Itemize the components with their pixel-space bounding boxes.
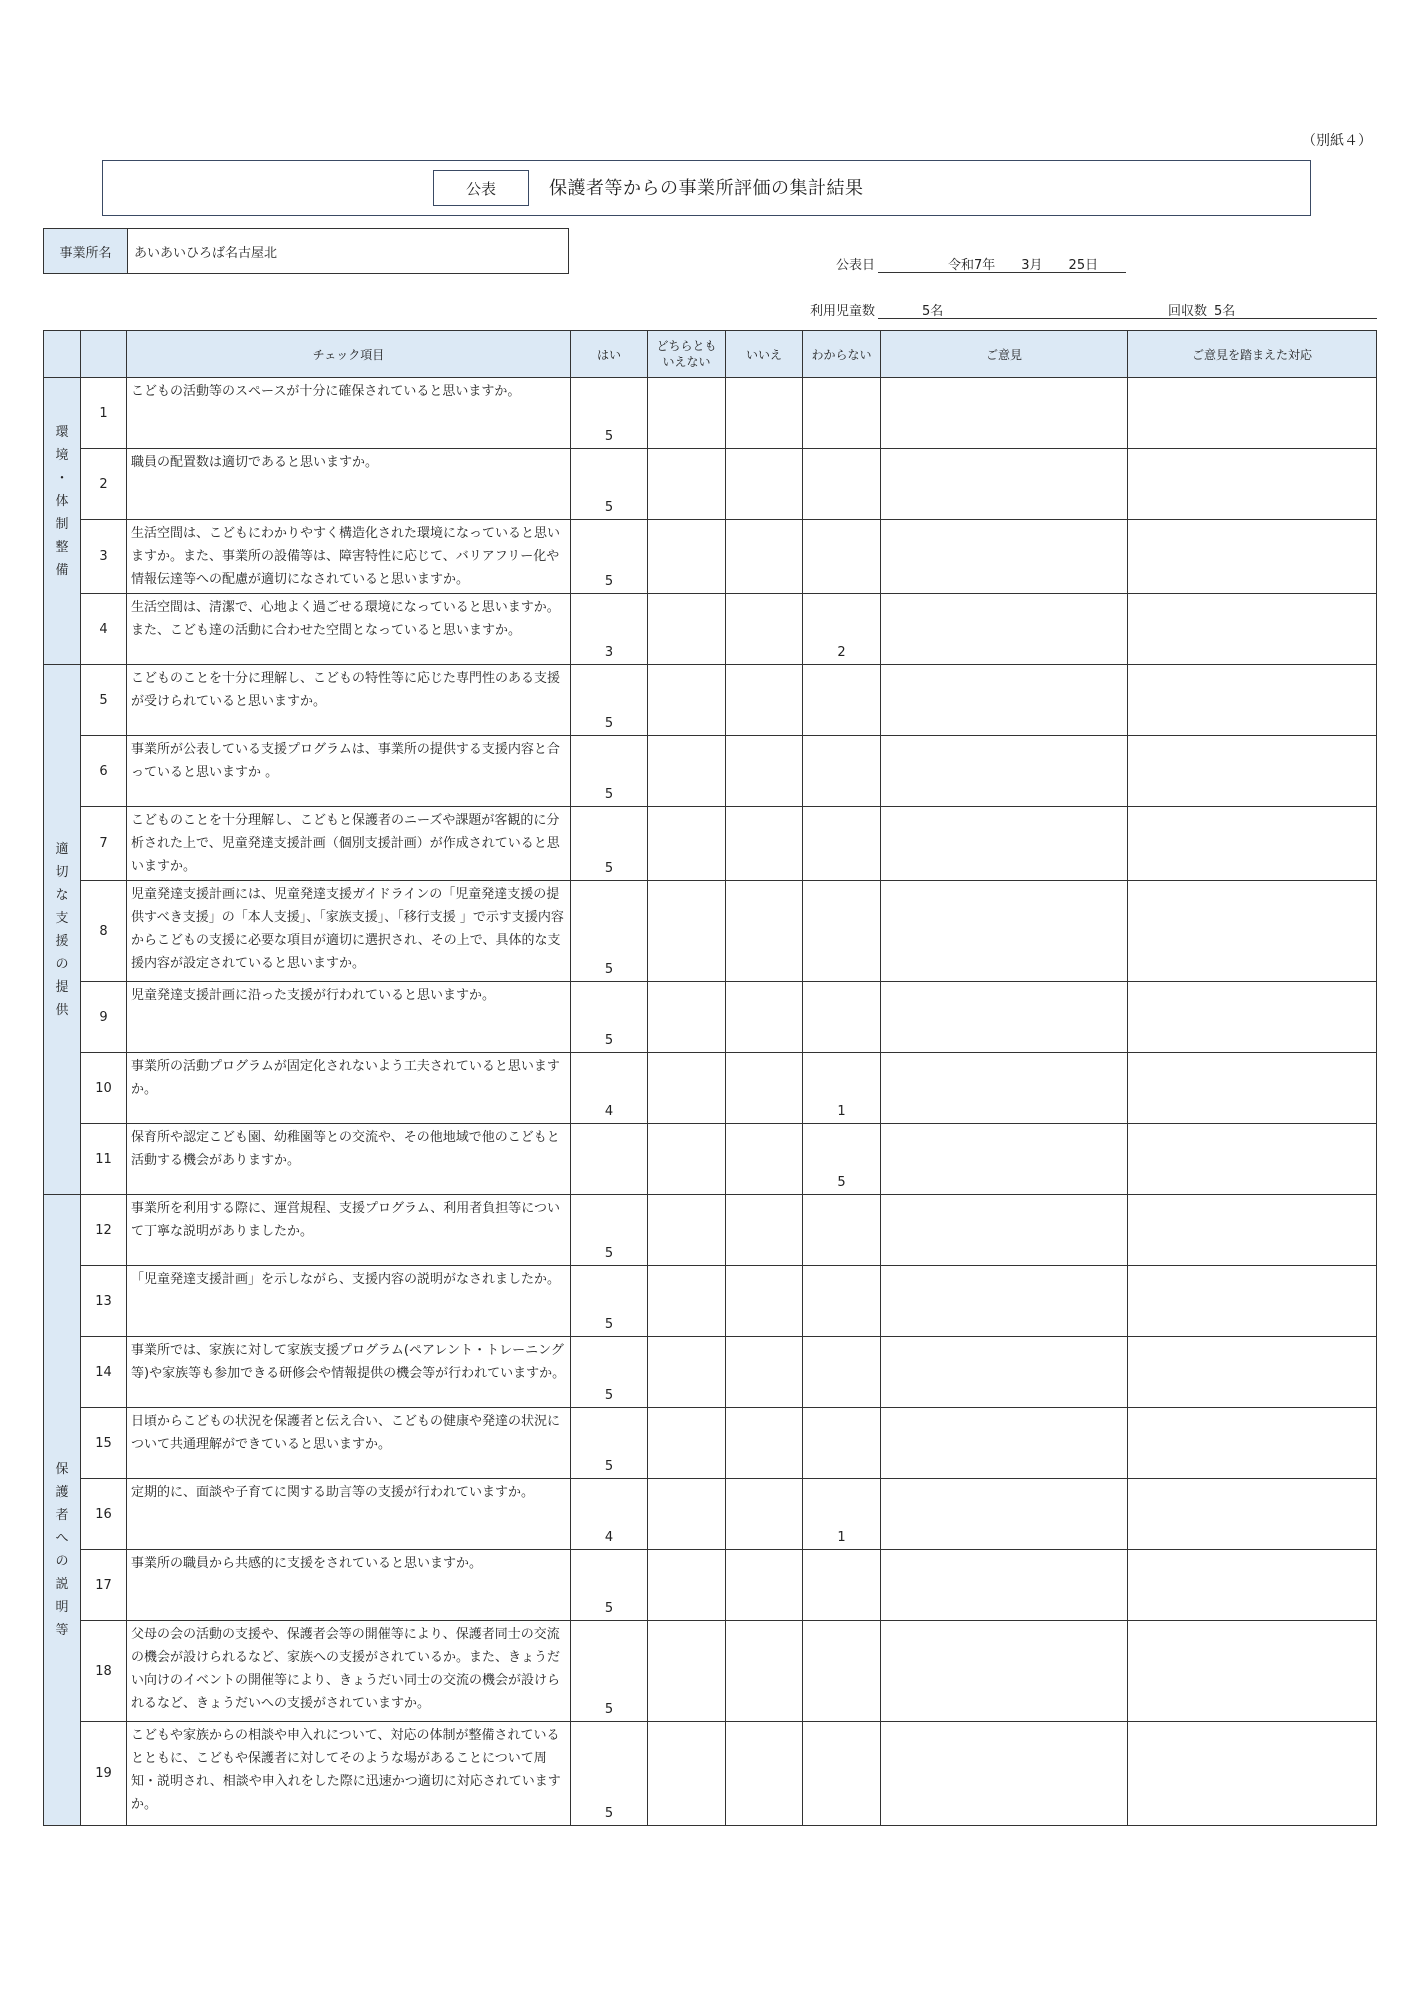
row-number: 14 — [81, 1337, 127, 1408]
count-neither — [648, 1408, 726, 1479]
response-cell — [1128, 1053, 1377, 1124]
header-section — [44, 331, 81, 378]
opinion-cell — [881, 665, 1128, 736]
table-row — [44, 807, 1377, 881]
count-no — [726, 1621, 803, 1722]
opinion-cell — [881, 1479, 1128, 1550]
table-row — [44, 449, 1377, 520]
count-unknown — [803, 378, 881, 449]
row-number: 19 — [81, 1722, 127, 1826]
count-neither — [648, 1479, 726, 1550]
count-neither — [648, 665, 726, 736]
count-no — [726, 520, 803, 594]
question-text: 日頃からこどもの状況を保護者と伝え合い、こどもの健康や発達の状況について共通理解ができていると思いますか。 — [127, 1408, 571, 1479]
row-number: 1 — [81, 378, 127, 449]
header-number — [81, 331, 127, 378]
opinion-cell — [881, 1408, 1128, 1479]
question-text: 事業所が公表している支援プログラムは、事業所の提供する支援内容と合っていると思いますか 。 — [127, 736, 571, 807]
header-yes: はい — [571, 331, 648, 378]
count-neither — [648, 1266, 726, 1337]
question-text: こどものことを十分理解し、こどもと保護者のニーズや課題が客観的に分析された上で、児童発達支援計画（個別支援計画）が作成されていると思いますか。 — [127, 807, 571, 881]
question-text: 生活空間は、こどもにわかりやすく構造化された環境になっていると思いますか。また、事業所の設備等は、障害特性に応じて、バリアフリー化や情報伝達等への配慮が適切になされていると思いますか。 — [127, 520, 571, 594]
page-title: 保護者等からの事業所評価の集計結果 — [549, 178, 864, 199]
table-row — [44, 1053, 1377, 1124]
count-no — [726, 736, 803, 807]
count-yes: 5 — [571, 807, 648, 881]
office-box — [43, 228, 569, 274]
opinion-cell — [881, 449, 1128, 520]
question-text: こどものことを十分に理解し、こどもの特性等に応じた専門性のある支援が受けられていると思いますか。 — [127, 665, 571, 736]
response-cell — [1128, 378, 1377, 449]
opinion-cell — [881, 1195, 1128, 1266]
table-row — [44, 1550, 1377, 1621]
row-number: 5 — [81, 665, 127, 736]
question-text: 事業所の職員から共感的に支援をされていると思いますか。 — [127, 1550, 571, 1621]
row-number: 10 — [81, 1053, 127, 1124]
row-number: 2 — [81, 449, 127, 520]
opinion-cell — [881, 594, 1128, 665]
table-row — [44, 881, 1377, 982]
count-neither — [648, 1124, 726, 1195]
responses-value: 5名 — [1214, 304, 1236, 319]
table-row — [44, 1195, 1377, 1266]
opinion-cell — [881, 881, 1128, 982]
count-no — [726, 1124, 803, 1195]
table-row — [44, 594, 1377, 665]
question-text: 事業所の活動プログラムが固定化されないよう工夫されていると思いますか。 — [127, 1053, 571, 1124]
opinion-cell — [881, 982, 1128, 1053]
header-unknown: わからない — [803, 331, 881, 378]
header-neither — [648, 331, 726, 378]
response-cell — [1128, 1550, 1377, 1621]
row-number: 18 — [81, 1621, 127, 1722]
response-cell — [1128, 449, 1377, 520]
count-no — [726, 1195, 803, 1266]
response-cell — [1128, 594, 1377, 665]
response-cell — [1128, 881, 1377, 982]
count-neither — [648, 1337, 726, 1408]
row-number: 11 — [81, 1124, 127, 1195]
count-unknown — [803, 1621, 881, 1722]
count-unknown: 1 — [803, 1053, 881, 1124]
section-label-text: 環 境 ・ 体 制 整 備 — [55, 424, 69, 578]
opinion-cell — [881, 736, 1128, 807]
count-neither — [648, 736, 726, 807]
response-cell — [1128, 1722, 1377, 1826]
header-opinion: ご意見 — [881, 331, 1128, 378]
row-number: 8 — [81, 881, 127, 982]
count-yes: 3 — [571, 594, 648, 665]
table-row — [44, 1266, 1377, 1337]
count-no — [726, 1266, 803, 1337]
question-text: こどもの活動等のスペースが十分に確保されていると思いますか。 — [127, 378, 571, 449]
table-row — [44, 1124, 1377, 1195]
count-no — [726, 594, 803, 665]
table-header — [44, 331, 1377, 378]
question-text: 児童発達支援計画に沿った支援が行われていると思いますか。 — [127, 982, 571, 1053]
office-name: あいあいひろば名古屋北 — [134, 245, 278, 261]
question-text: 「児童発達支援計画」を示しながら、支援内容の説明がなされましたか。 — [127, 1266, 571, 1337]
question-text: 事業所を利用する際に、運営規程、支援プログラム、利用者負担等について丁寧な説明がありましたか。 — [127, 1195, 571, 1266]
response-cell — [1128, 1195, 1377, 1266]
question-text: 児童発達支援計画には、児童発達支援ガイドラインの「児童発達支援の提供すべき支援」の「本人支援」、「家族支援」、「移行支援 」で示す支援内容からこどもの支援に必要な項目が適切に選択され、その上で、具体的な支援内容が設定されていると思いますか。 — [127, 881, 571, 982]
publish-date-label: 公表日 — [836, 258, 876, 273]
question-text: 父母の会の活動の支援や、保護者会等の開催等により、保護者同士の交流の機会が設けられるなど、家族への支援がされているか。また、きょうだい向けのイベントの開催等により、きょうだい同士の交流の機会が設けられるなど、きょうだいへの支援がされていますか。 — [127, 1621, 571, 1722]
count-unknown — [803, 1266, 881, 1337]
count-neither — [648, 1550, 726, 1621]
count-no — [726, 1550, 803, 1621]
opinion-cell — [881, 1621, 1128, 1722]
table-row — [44, 736, 1377, 807]
count-yes: 5 — [571, 520, 648, 594]
count-no — [726, 1408, 803, 1479]
response-cell — [1128, 1408, 1377, 1479]
table-row — [44, 520, 1377, 594]
section-label-text: 保 護 者 へ の 説 明 等 — [55, 1462, 69, 1638]
header-response: ご意見を踏まえた対応 — [1128, 331, 1377, 378]
response-cell — [1128, 1479, 1377, 1550]
count-yes: 5 — [571, 736, 648, 807]
count-unknown — [803, 520, 881, 594]
count-yes: 5 — [571, 881, 648, 982]
section-label — [44, 665, 81, 1195]
header-no: いいえ — [726, 331, 803, 378]
section-label-text: 適 切 な 支 援 の 提 供 — [55, 841, 69, 1018]
row-number: 9 — [81, 982, 127, 1053]
count-neither — [648, 1195, 726, 1266]
count-no — [726, 378, 803, 449]
stats-underline — [878, 318, 1377, 319]
count-unknown — [803, 1550, 881, 1621]
row-number: 13 — [81, 1266, 127, 1337]
count-unknown — [803, 982, 881, 1053]
opinion-cell — [881, 378, 1128, 449]
table-row — [44, 1337, 1377, 1408]
opinion-cell — [881, 1550, 1128, 1621]
header-check-item: チェック項目 — [127, 331, 571, 378]
response-cell — [1128, 1266, 1377, 1337]
count-unknown — [803, 881, 881, 982]
row-number: 6 — [81, 736, 127, 807]
table-row — [44, 1479, 1377, 1550]
row-number: 7 — [81, 807, 127, 881]
table-row — [44, 1621, 1377, 1722]
office-label: 事業所名 — [44, 229, 128, 273]
question-text: 生活空間は、清潔で、心地よく過ごせる環境になっていると思いますか。また、こども達の活動に合わせた空間となっていると思いますか。 — [127, 594, 571, 665]
response-cell — [1128, 807, 1377, 881]
count-yes: 4 — [571, 1479, 648, 1550]
count-yes: 5 — [571, 378, 648, 449]
count-yes: 5 — [571, 1621, 648, 1722]
count-yes: 5 — [571, 982, 648, 1053]
count-yes: 5 — [571, 1550, 648, 1621]
header-neither-label: どちらとも いえない — [656, 339, 717, 369]
count-no — [726, 1337, 803, 1408]
count-neither — [648, 982, 726, 1053]
opinion-cell — [881, 520, 1128, 594]
count-no — [726, 807, 803, 881]
question-text: こどもや家族からの相談や申入れについて、対応の体制が整備されているとともに、こどもや保護者に対してそのような場があることについて周知・説明され、相談や申入れをした際に迅速かつ適切に対応されていますか。 — [127, 1722, 571, 1826]
opinion-cell — [881, 1124, 1128, 1195]
response-cell — [1128, 982, 1377, 1053]
count-neither — [648, 378, 726, 449]
table-row — [44, 378, 1377, 449]
response-cell — [1128, 1621, 1377, 1722]
count-unknown — [803, 1195, 881, 1266]
users-value: 5名 — [922, 304, 944, 319]
count-yes: 5 — [571, 1337, 648, 1408]
count-neither — [648, 594, 726, 665]
count-no — [726, 665, 803, 736]
count-no — [726, 1479, 803, 1550]
count-yes — [571, 1124, 648, 1195]
count-unknown — [803, 1722, 881, 1826]
count-yes: 5 — [571, 665, 648, 736]
count-no — [726, 449, 803, 520]
count-yes: 4 — [571, 1053, 648, 1124]
count-unknown: 1 — [803, 1479, 881, 1550]
question-text: 保育所や認定こども園、幼稚園等との交流や、その他地域で他のこどもと活動する機会がありますか。 — [127, 1124, 571, 1195]
count-no — [726, 982, 803, 1053]
count-unknown — [803, 1408, 881, 1479]
response-cell — [1128, 520, 1377, 594]
count-no — [726, 1722, 803, 1826]
opinion-cell — [881, 807, 1128, 881]
response-cell — [1128, 736, 1377, 807]
count-yes: 5 — [571, 449, 648, 520]
opinion-cell — [881, 1053, 1128, 1124]
publish-date-value: 令和7年 3月 25日 — [948, 258, 1099, 273]
table-row — [44, 665, 1377, 736]
section-label — [44, 378, 81, 665]
table-row — [44, 1722, 1377, 1826]
row-number: 16 — [81, 1479, 127, 1550]
response-cell — [1128, 1124, 1377, 1195]
row-number: 12 — [81, 1195, 127, 1266]
question-text: 職員の配置数は適切であると思いますか。 — [127, 449, 571, 520]
count-no — [726, 881, 803, 982]
opinion-cell — [881, 1337, 1128, 1408]
count-neither — [648, 1053, 726, 1124]
count-neither — [648, 449, 726, 520]
count-unknown: 2 — [803, 594, 881, 665]
count-unknown — [803, 665, 881, 736]
count-yes: 5 — [571, 1266, 648, 1337]
count-unknown: 5 — [803, 1124, 881, 1195]
count-neither — [648, 1722, 726, 1826]
opinion-cell — [881, 1266, 1128, 1337]
count-yes: 5 — [571, 1195, 648, 1266]
count-neither — [648, 520, 726, 594]
section-label — [44, 1195, 81, 1826]
count-yes: 5 — [571, 1408, 648, 1479]
count-unknown — [803, 449, 881, 520]
opinion-cell — [881, 1722, 1128, 1826]
count-no — [726, 1053, 803, 1124]
row-number: 15 — [81, 1408, 127, 1479]
table-row — [44, 1408, 1377, 1479]
response-cell — [1128, 1337, 1377, 1408]
table-row — [44, 982, 1377, 1053]
count-unknown — [803, 807, 881, 881]
row-number: 17 — [81, 1550, 127, 1621]
row-number: 4 — [81, 594, 127, 665]
count-neither — [648, 881, 726, 982]
count-yes: 5 — [571, 1722, 648, 1826]
count-unknown — [803, 1337, 881, 1408]
question-text: 事業所では、家族に対して家族支援プログラム(ペアレント・トレーニング等)や家族等も参加できる研修会や情報提供の機会等が行われていますか。 — [127, 1337, 571, 1408]
count-unknown — [803, 736, 881, 807]
publish-tag: 公表 — [433, 170, 529, 206]
question-text: 定期的に、面談や子育てに関する助言等の支援が行われていますか。 — [127, 1479, 571, 1550]
row-number: 3 — [81, 520, 127, 594]
count-neither — [648, 807, 726, 881]
responses-label: 回収数 — [1168, 304, 1208, 319]
users-label: 利用児童数 — [810, 304, 876, 319]
annex-label: （別紙４） — [1302, 133, 1372, 149]
response-cell — [1128, 665, 1377, 736]
count-neither — [648, 1621, 726, 1722]
evaluation-table — [43, 330, 1377, 1826]
